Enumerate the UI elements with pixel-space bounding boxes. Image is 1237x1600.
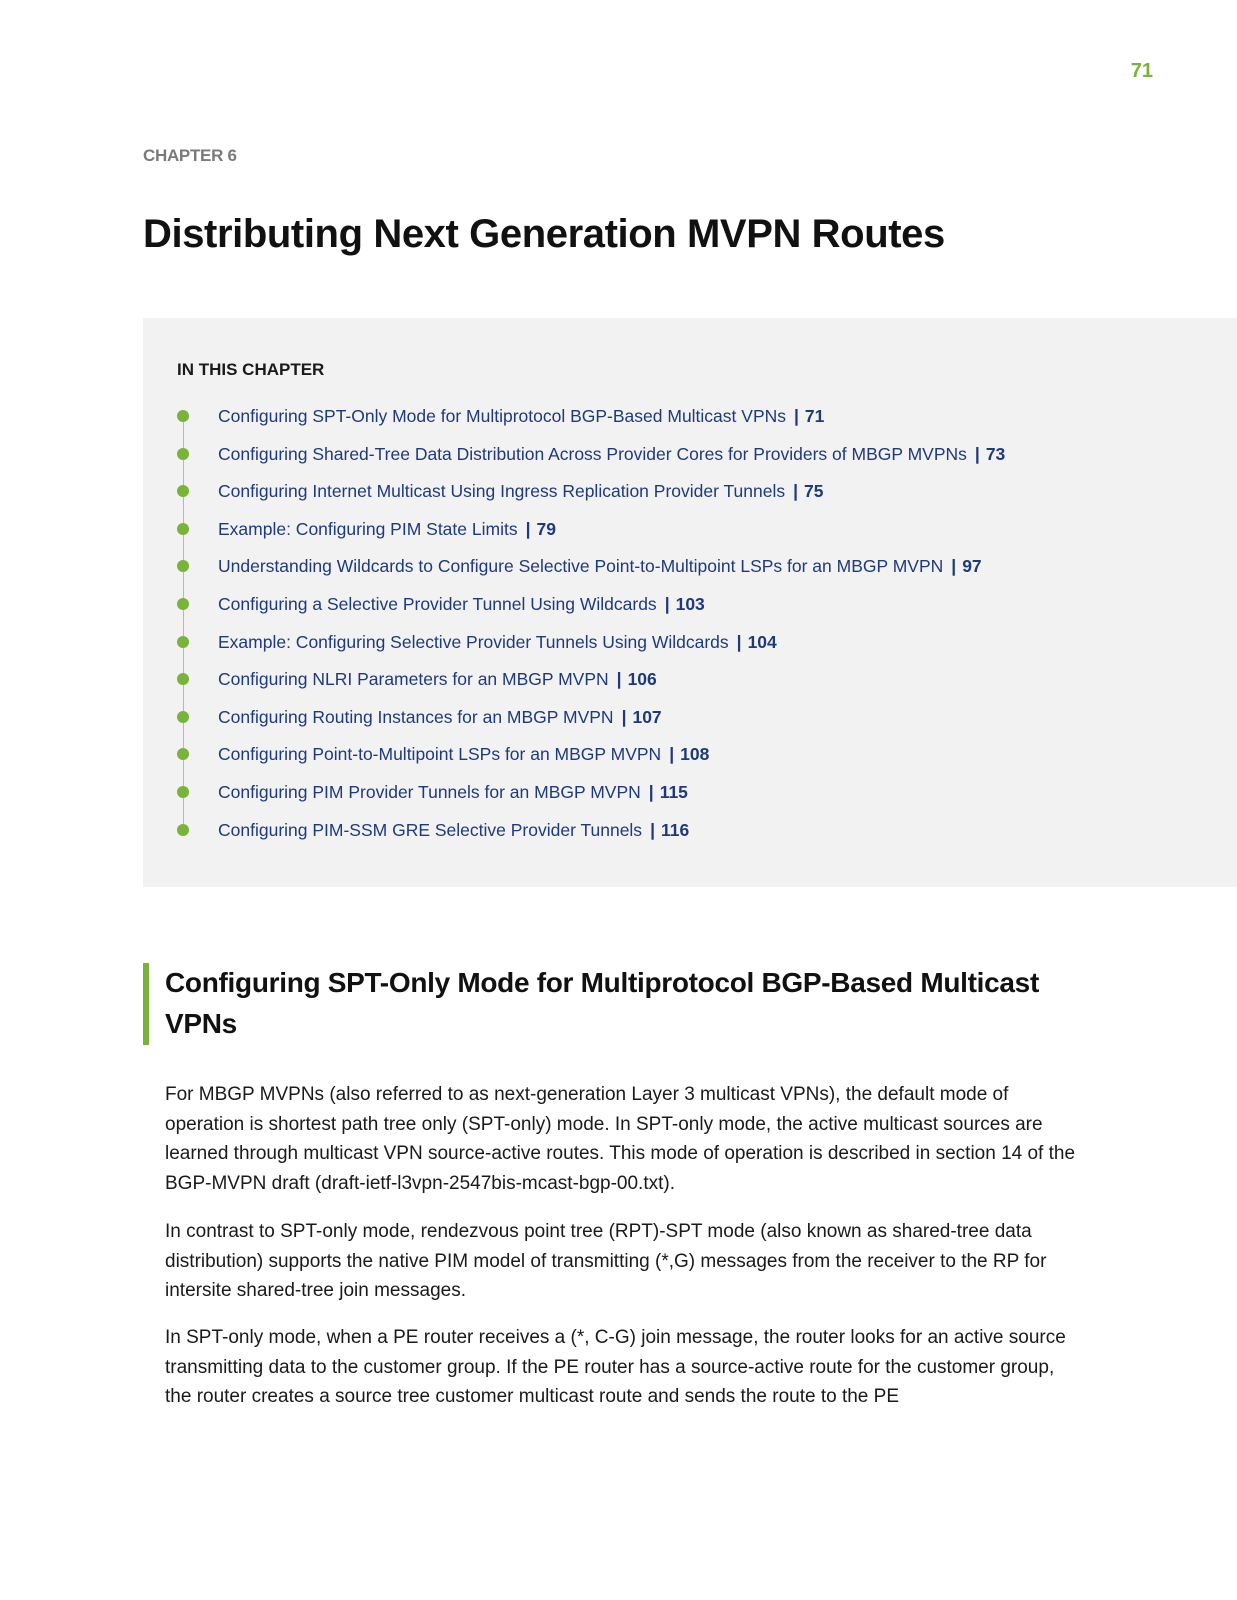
section-accent-bar xyxy=(143,963,149,1045)
toc-item-page[interactable]: 71 xyxy=(804,406,825,426)
toc-item-label[interactable]: Example: Configuring Selective Provider Tunnels Using Wildcards xyxy=(218,631,729,652)
toc-item-page[interactable]: 73 xyxy=(985,443,1006,464)
toc-separator: | xyxy=(664,593,670,614)
bullet-dot-icon xyxy=(177,673,189,685)
toc-item[interactable] xyxy=(143,740,1005,778)
toc-item-label[interactable]: Configuring Shared-Tree Data Distribution Across Provider Cores for Providers of MBGP MVPNs xyxy=(218,443,967,464)
toc-item[interactable] xyxy=(143,440,1005,478)
toc-item[interactable] xyxy=(143,816,1005,854)
toc-item-page[interactable]: 97 xyxy=(962,556,982,577)
toc-item-page[interactable]: 106 xyxy=(627,669,657,690)
toc-item-label[interactable]: Configuring PIM-SSM GRE Selective Provider Tunnels xyxy=(218,819,643,840)
toc-item-label[interactable]: Configuring PIM Provider Tunnels for an MBGP MVPN xyxy=(218,781,641,802)
toc-item-label[interactable]: Example: Configuring PIM State Limits xyxy=(218,518,518,539)
toc-separator: | xyxy=(616,669,622,690)
toc-item[interactable] xyxy=(143,778,1005,816)
body-paragraph: In contrast to SPT-only mode, rendezvous point tree (RPT)-SPT mode (also known as shared-tree data distribution) supports the native PIM model of transmitting (*,G) messages from the receiver to the RP for intersite shared-tree join messages. xyxy=(165,1221,1047,1302)
toc-item-page[interactable]: 104 xyxy=(747,631,777,652)
chapter-title: Distributing Next Generation MVPN Routes xyxy=(143,212,945,256)
toc-item-page[interactable]: 115 xyxy=(659,781,688,802)
toc-item-label[interactable]: Configuring NLRI Parameters for an MBGP MVPN xyxy=(218,669,609,690)
toc-item-page[interactable]: 108 xyxy=(680,744,710,765)
toc-item-label[interactable]: Configuring Routing Instances for an MBGP MVPN xyxy=(218,706,614,727)
toc-item[interactable] xyxy=(143,703,1005,741)
toc-item[interactable] xyxy=(143,628,1005,666)
bullet-dot-icon xyxy=(177,560,189,572)
body-paragraph: In SPT-only mode, when a PE router receives a (*, C-G) join message, the router looks for an active source transmitting data to the customer group. If the PE router has a source-active route for the customer group, the router creates a source tree customer multicast route and sends the route to the PE xyxy=(165,1327,1066,1408)
toc-separator: | xyxy=(794,406,799,426)
bullet-dot-icon xyxy=(177,598,189,610)
toc-item-label[interactable]: Understanding Wildcards to Configure Selective Point-to-Multipoint LSPs for an MBGP MVPN xyxy=(218,556,944,577)
body-paragraph: For MBGP MVPNs (also referred to as next-generation Layer 3 multicast VPNs), the default mode of operation is shortest path tree only (SPT-only) mode. In SPT-only mode, the active multicast sources are learned through multicast VPN source-active routes. This mode of operation is described in section 14 of the BGP-MVPN draft (draft-ietf-l3vpn-2547bis-mcast-bgp-00.txt). xyxy=(165,1084,1076,1194)
bullet-dot-icon xyxy=(177,824,189,836)
toc-separator: | xyxy=(669,744,675,765)
toc-item[interactable] xyxy=(143,515,1005,553)
bullet-dot-icon xyxy=(177,448,189,460)
page-number: 71 xyxy=(1130,60,1153,82)
toc-separator: | xyxy=(793,481,798,502)
bullet-dot-icon xyxy=(177,523,189,535)
bullet-dot-icon xyxy=(177,636,189,648)
toc-separator: | xyxy=(525,518,531,539)
toc-item-page[interactable]: 116 xyxy=(660,819,690,840)
toc-separator: | xyxy=(648,781,654,802)
toc-separator: | xyxy=(736,631,742,652)
toc-separator: | xyxy=(650,819,655,840)
toc-item[interactable] xyxy=(143,552,1005,590)
toc-separator: | xyxy=(621,706,627,727)
bullet-dot-icon xyxy=(177,786,189,798)
toc-item[interactable] xyxy=(143,590,1005,628)
chapter-label: CHAPTER 6 xyxy=(143,146,237,165)
toc-item-page[interactable]: 75 xyxy=(804,481,824,502)
toc-item-label[interactable]: Configuring Point-to-Multipoint LSPs for an MBGP MVPN xyxy=(218,744,662,765)
bullet-dot-icon xyxy=(177,711,189,723)
toc-item-page[interactable]: 79 xyxy=(536,518,556,539)
bullet-dot-icon xyxy=(177,748,189,760)
bullet-dot-icon xyxy=(177,485,189,497)
toc-separator: | xyxy=(974,443,980,464)
toc-box xyxy=(143,318,1237,887)
section-title: Configuring SPT-Only Mode for Multiprotocol BGP-Based Multicast VPNs xyxy=(165,967,1039,1039)
toc-item-label[interactable]: Configuring Internet Multicast Using Ingress Replication Provider Tunnels xyxy=(218,481,786,502)
toc-list xyxy=(143,402,1005,853)
toc-item[interactable] xyxy=(143,477,1005,515)
toc-item-page[interactable]: 103 xyxy=(675,593,705,614)
toc-heading: IN THIS CHAPTER xyxy=(177,360,325,379)
toc-item[interactable] xyxy=(143,402,1005,440)
toc-item-label[interactable]: Configuring SPT-Only Mode for Multiprotocol BGP-Based Multicast VPNs xyxy=(218,406,786,426)
bullet-dot-icon xyxy=(177,410,189,422)
toc-separator: | xyxy=(951,556,957,577)
toc-item-page[interactable]: 107 xyxy=(632,706,662,727)
toc-item-label[interactable]: Configuring a Selective Provider Tunnel Using Wildcards xyxy=(218,593,657,614)
toc-item[interactable] xyxy=(143,665,1005,703)
